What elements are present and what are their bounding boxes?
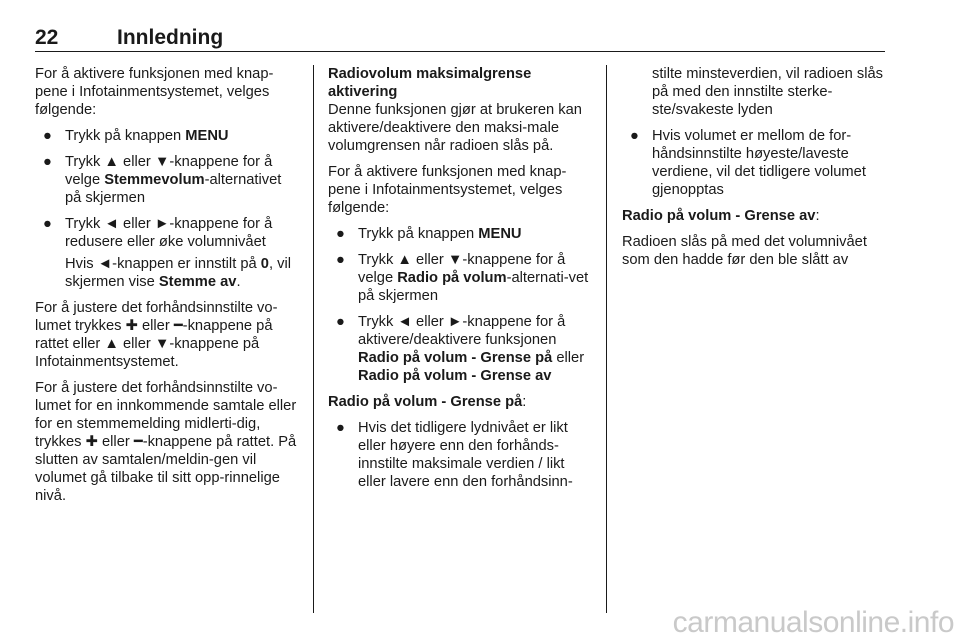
list-item: ● Trykk på knappen MENU bbox=[43, 128, 229, 144]
option-label: Radio på volum - Grense av: bbox=[622, 208, 820, 224]
section-heading: Radiovolum maksimalgrense aktivering bbox=[328, 66, 532, 100]
steps-list bbox=[35, 127, 301, 251]
bullet-icon: ● bbox=[630, 128, 639, 144]
bullet-icon: ● bbox=[43, 216, 52, 232]
column-1 bbox=[35, 65, 301, 513]
header-divider bbox=[35, 51, 885, 52]
bullet-icon: ● bbox=[336, 420, 345, 436]
intro-paragraph: For å aktivere funksjonen med knap-pene i Infotainmentsystemet, velges følgende: bbox=[328, 164, 567, 216]
page-header bbox=[35, 26, 885, 52]
list-item: ● Trykk ◄ eller ►-knappene for å redusere eller øke volumnivået bbox=[43, 216, 273, 250]
note-paragraph: Hvis ◄-knappen er innstilt på 0, vil skjermen vise Stemme av. bbox=[65, 256, 291, 290]
page-number: 22 bbox=[35, 26, 59, 49]
result-paragraph: Radioen slås på med det volumnivået som den hadde før den ble slått av bbox=[622, 234, 867, 268]
option-label: Radio på volum - Grense på: bbox=[328, 394, 527, 410]
bullet-icon: ● bbox=[43, 128, 52, 144]
plus-icon: ✚ bbox=[85, 434, 98, 450]
bullet-icon: ● bbox=[336, 252, 345, 268]
chapter-title: Innledning bbox=[117, 26, 224, 49]
minus-icon: ━ bbox=[173, 318, 183, 334]
intro-paragraph: For å aktivere funksjonen med knap-pene i Infotainmentsystemet, velges følgende: bbox=[35, 66, 274, 118]
conditions-list-continued bbox=[622, 65, 888, 199]
bullet-icon: ● bbox=[336, 314, 345, 330]
column-3 bbox=[622, 65, 888, 277]
column-divider-2 bbox=[606, 65, 607, 613]
watermark: carmanualsonline.info bbox=[672, 606, 954, 639]
minus-icon: ━ bbox=[133, 434, 143, 450]
list-item: ● Hvis det tidligere lydnivået er likt eller høyere enn den forhånds-innstilte maksimale verdien / likt eller lavere enn den forhåndsinn- bbox=[336, 420, 573, 490]
paragraph: For å justere det forhåndsinnstilte vo-lumet for en innkommende samtale eller for en stemmemelding midlerti-dig, trykkes ✚ eller ━-knappene på rattet. På slutten av samtalen/meldin-gen vil volumet gå tilbake til sitt opp-rinnelige nivå. bbox=[35, 380, 297, 504]
description-paragraph: Denne funksjonen gjør at brukeren kan aktivere/deaktivere den maksi-male volumgrensen når radioen slås på. bbox=[328, 102, 582, 154]
paragraph: For å justere det forhåndsinnstilte vo-lumet trykkes ✚ eller ━-knappene på rattet eller ▲ eller ▼-knappene på Infotainmentsystemet. bbox=[35, 300, 278, 370]
list-item: ● Hvis volumet er mellom de for-håndsinnstilte høyeste/laveste verdiene, vil det tidligere volumet gjenopptas bbox=[630, 128, 866, 198]
column-2 bbox=[328, 65, 594, 499]
column-divider-1 bbox=[313, 65, 314, 613]
plus-icon: ✚ bbox=[125, 318, 138, 334]
list-item: ● Trykk ▲ eller ▼-knappene for å velge Stemmevolum-alternativet på skjermen bbox=[43, 154, 282, 206]
conditions-list bbox=[328, 419, 594, 491]
bullet-icon: ● bbox=[43, 154, 52, 170]
list-item: ● Trykk ◄ eller ►-knappene for å aktivere/deaktivere funksjonen Radio på volum - Grense på eller Radio på volum - Grense av bbox=[336, 314, 585, 384]
list-item-continued: stilte minsteverdien, vil radioen slås på med den innstilte sterke-ste/svakeste lyden bbox=[652, 66, 884, 118]
steps-list bbox=[328, 225, 594, 385]
bullet-icon: ● bbox=[336, 226, 345, 242]
list-item: ● Trykk på knappen MENU bbox=[336, 226, 522, 242]
list-item: ● Trykk ▲ eller ▼-knappene for å velge Radio på volum-alternati-vet på skjermen bbox=[336, 252, 589, 304]
